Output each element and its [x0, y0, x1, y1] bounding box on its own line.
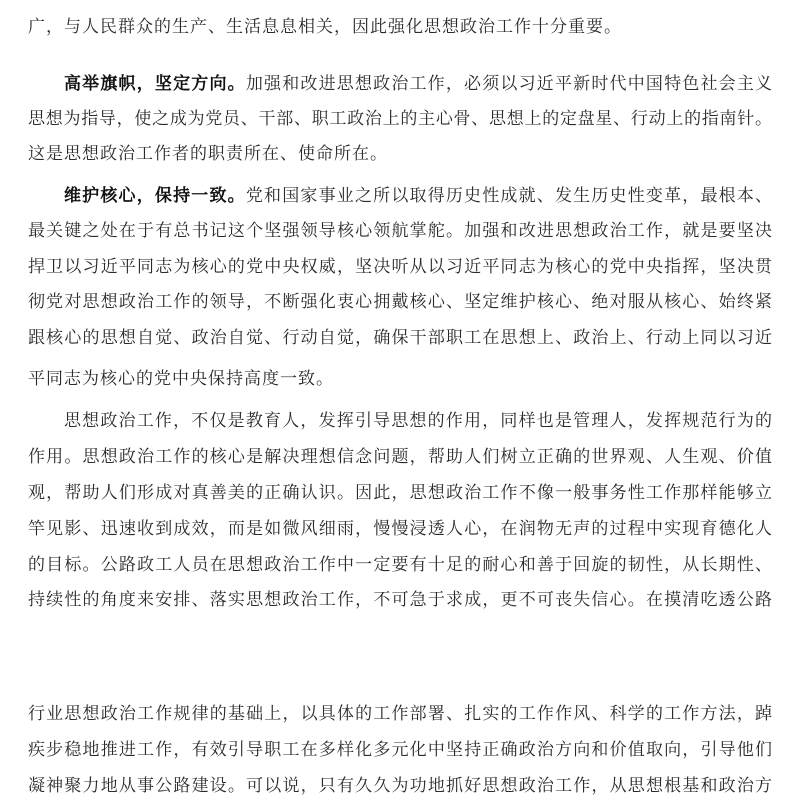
text-span: 党和国家事业之所以取得历史性成就、发生历史性变革，最根本、	[245, 186, 773, 206]
text-line	[64, 184, 772, 208]
text-line: 竿见影、迅速收到成效，而是如微风细雨，慢慢浸透人心，在润物无声的过程中实现育德化人	[28, 519, 772, 539]
text-line: 作用。思想政治工作的核心是解决理想信念问题，帮助人们树立正确的世界观、人生观、价值	[28, 447, 772, 467]
text-line: 观，帮助人们形成对真善美的正确认识。因此，思想政治工作不像一般事务性工作那样能够立	[28, 483, 772, 503]
text-line: 行业思想政治工作规律的基础上，以具体的工作部署、扎实的工作作风、科学的工作方法，踔	[28, 704, 772, 724]
paragraph-heading: 维护核心，保持一致。	[64, 186, 246, 206]
text-line	[64, 72, 772, 96]
text-line: 思想为指导，使之成为党员、干部、职工政治上的主心骨、思想上的定盘星、行动上的指南针。	[28, 109, 772, 129]
text-line: 跟核心的思想自觉、政治自觉、行动自觉，确保干部职工在思想上、政治上、行动上同以习近	[28, 328, 772, 348]
text-line: 疾步稳地推进工作，有效引导职工在多样化多元化中坚持正确政治方向和价值取向，引导他们	[28, 740, 772, 760]
text-span: 加强和改进思想政治工作，必须以习近平新时代中国特色社会主义	[245, 74, 773, 94]
text-line: 思想政治工作，不仅是教育人，发挥引导思想的作用，同样也是管理人，发挥规范行为的	[64, 411, 772, 431]
text-line: 平同志为核心的党中央保持高度一致。	[28, 369, 334, 389]
text-line: 彻党对思想政治工作的领导，不断强化衷心拥戴核心、坚定维护核心、绝对服从核心、始终紧	[28, 292, 772, 312]
text-line: 最关键之处在于有总书记这个坚强领导核心领航掌舵。加强和改进思想政治工作，就是要坚决	[28, 221, 772, 241]
paragraph-heading: 高举旗帜，坚定方向。	[64, 74, 246, 94]
text-line: 广，与人民群众的生产、生活息息相关，因此强化思想政治工作十分重要。	[28, 17, 622, 37]
text-line: 凝神聚力地从事公路建设。可以说，只有久久为功地抓好思想政治工作，从思想根基和政治方	[28, 776, 772, 796]
text-line: 持续性的角度来安排、落实思想政治工作，不可急于求成，更不可丧失信心。在摸清吃透公路	[28, 590, 772, 610]
text-line: 捍卫以习近平同志为核心的党中央权威，坚决听从以习近平同志为核心的党中央指挥，坚决贯	[28, 257, 772, 277]
text-line: 这是思想政治工作者的职责所在、使命所在。	[28, 144, 388, 164]
text-line: 的目标。公路政工人员在思想政治工作中一定要有十足的耐心和善于回旋的韧性，从长期性、	[28, 555, 772, 575]
